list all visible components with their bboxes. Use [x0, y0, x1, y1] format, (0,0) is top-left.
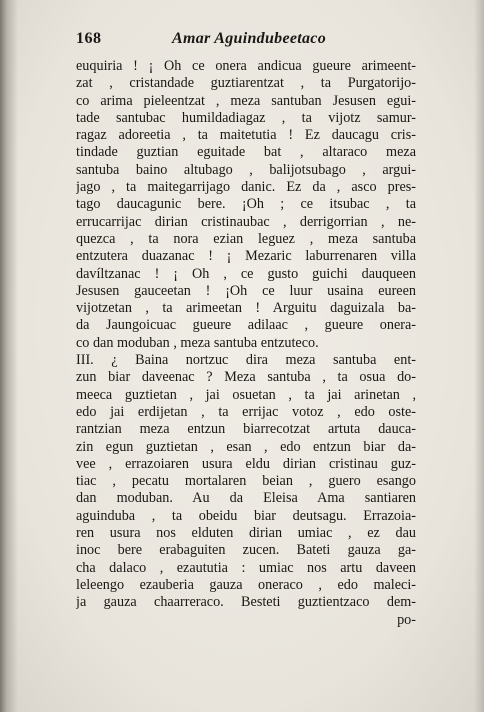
catchword: po-: [397, 611, 416, 628]
text-line: vee , errazoiaren usura eldu dirian cristinau guz-: [76, 455, 416, 472]
body-text: [76, 58, 416, 629]
text-line: zun biar daveenac ? Meza santuba , ta osua do-: [76, 369, 416, 386]
text-line: inoc bere erabaguiten zucen. Bateti gauza ga-: [76, 542, 416, 559]
text-line: ja gauza chaarreraco. Besteti guztientzaco dem-: [76, 594, 416, 611]
text-line: quezca , ta nora ezian leguez , meza santuba: [76, 230, 416, 247]
text-line: co arima pieleentzat , meza santuban Jesusen egui-: [76, 92, 416, 109]
text-line: euquiria ! ¡ Oh ce onera andicua gueure arimeent-: [76, 58, 416, 74]
text-line: zat , cristandade guztiarentzat , ta Purgatorijo-: [76, 75, 416, 92]
text-line: entzutera duazanac ! ¡ Mezaric laburrenaren villa: [76, 248, 416, 265]
text-line: ragaz adoreetia , ta maitetutia ! Ez daucagu cris-: [76, 127, 416, 144]
text-line: rantzian meza entzun biarrecotzat artuta dauca-: [76, 421, 416, 438]
page-gutter-shadow: [0, 0, 18, 712]
text-line: jago , ta maitegarrijago danic. Ez da , asco pres-: [76, 179, 416, 196]
text-line: tago daucagunic bere. ¡Oh ; ce itsubac , ta: [76, 196, 416, 213]
running-head: Amar Aguindubeetaco: [172, 30, 327, 47]
text-line: Jesusen gauceetan ! ¡Oh ce luur usaina eureen: [76, 282, 416, 299]
text-line: davíltzanac ! ¡ Oh , ce gusto guichi dauqueen: [76, 265, 416, 282]
text-line: da Jaungoicuac gueure adilaac , gueure onera-: [76, 317, 416, 334]
text-line: tiac , pecatu mortalaren beian , guero esango: [76, 473, 416, 490]
text-line: co dan moduban , meza santuba entzuteco.: [76, 334, 319, 351]
section-start-line: III. ¿ Baina nortzuc dira meza santuba ent-: [76, 352, 416, 369]
text-line: aguinduba , ta obeidu biar deutsagu. Errazoia-: [76, 507, 416, 524]
text-line: santuba baino altubago , balijotsubago , argui-: [76, 161, 416, 178]
text-line: vijotzetan , ta arimeetan ! Arguitu daguizala ba-: [76, 300, 416, 317]
page-edge-shadow: [474, 0, 484, 712]
text-line: tade santubac humildadiagaz , ta vijotz samur-: [76, 109, 416, 126]
text-line: meeca guztietan , jai osuetan , ta jai arinetan ,: [76, 386, 416, 403]
text-line: cha dalaco , ezaututia : umiac nos artu daveen: [76, 559, 416, 576]
text-line: errucarrijac dirian cristinaubac , derrigorrian , ne-: [76, 213, 416, 230]
text-line: edo jai erdijetan , ta errijac votoz , edo oste-: [76, 403, 416, 420]
text-line: ren usura nos elduten dirian umiac , ez dau: [76, 525, 416, 542]
page-number: 168: [76, 30, 102, 47]
text-line: zin egun guztietan , esan , edo entzun biar da-: [76, 438, 416, 455]
page-header: [76, 30, 412, 52]
text-line: tindade guztian eguitade bat , altaraco meza: [76, 144, 416, 161]
text-line: leleengo ezauberia gauza oneraco , edo maleci-: [76, 576, 416, 593]
text-line: dan moduban. Au da Eleisa Ama santiaren: [76, 490, 416, 507]
